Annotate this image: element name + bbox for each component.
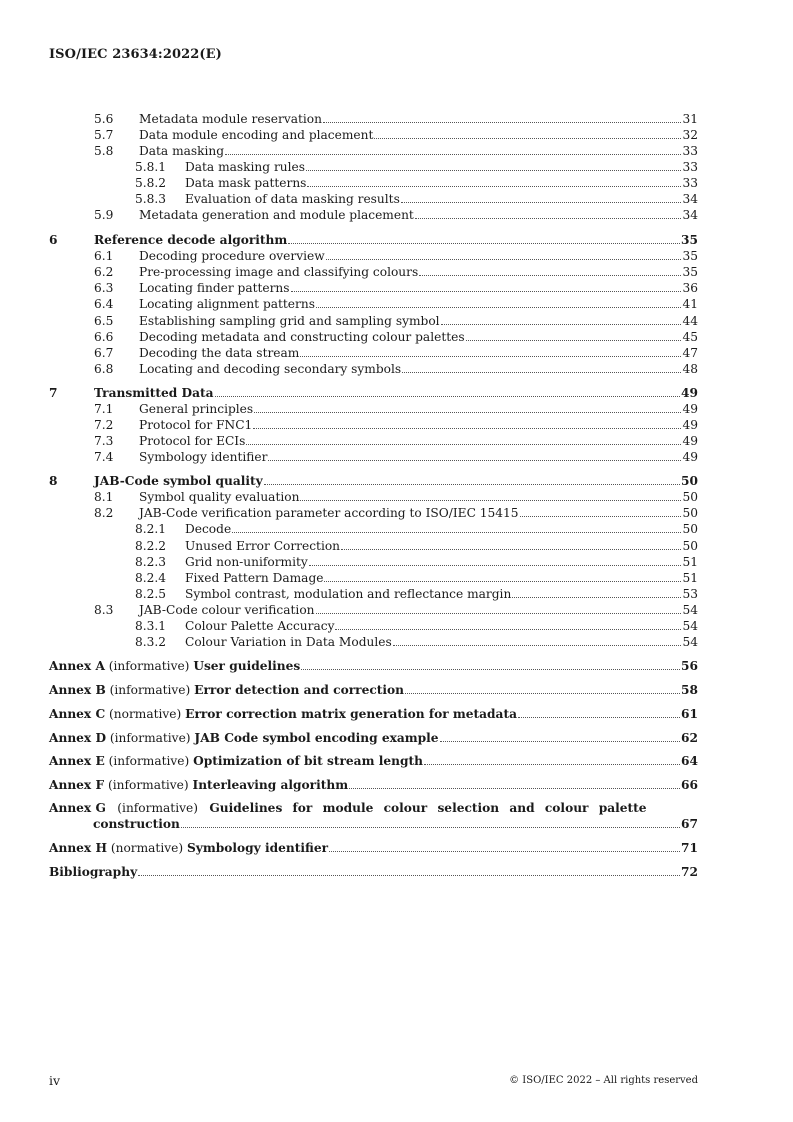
leader-dots <box>323 122 682 123</box>
toc-entry-number: 5.8.2 <box>135 176 167 190</box>
toc-annex-h[interactable] <box>49 840 698 856</box>
toc-entry-title: Establishing sampling grid and sampling symbol <box>139 314 440 328</box>
leader-dots <box>424 764 680 765</box>
leader-dots <box>316 613 682 614</box>
toc-entry-number: 8.2.1 <box>135 522 167 536</box>
toc-entry-page: 32 <box>682 128 698 142</box>
annex-page: 61 <box>681 707 698 721</box>
toc-section[interactable] <box>49 385 698 401</box>
toc-entry-title: Unused Error Correction <box>185 539 341 553</box>
toc-entry-number: 5.8 <box>94 144 114 158</box>
toc-entry-page: 49 <box>682 450 698 464</box>
toc-entry-title: Evaluation of data masking results <box>185 192 400 206</box>
toc-entry-page: 33 <box>682 160 698 174</box>
toc-entry-title: Data mask patterns <box>185 176 307 190</box>
toc-entry[interactable] <box>135 159 698 175</box>
toc-entry-number: 8.2.5 <box>135 587 167 601</box>
annex-title: JAB Code symbol encoding example <box>194 731 439 745</box>
toc-entry-page: 36 <box>682 281 698 295</box>
toc-entry-title: Locating and decoding secondary symbols <box>139 362 402 376</box>
leader-dots <box>335 629 681 630</box>
toc-entry-page: 44 <box>682 314 698 328</box>
leader-dots <box>512 597 681 598</box>
toc-entry-number: 8.3 <box>94 603 114 617</box>
annex-label: Annex D <box>49 731 107 745</box>
toc-entry[interactable] <box>94 127 698 143</box>
toc-entry-title: Symbol contrast, modulation and reflectance margin <box>185 587 512 601</box>
toc-entry-page: 54 <box>682 619 698 633</box>
annex-label: Annex G <box>49 801 106 815</box>
leader-dots <box>264 484 680 485</box>
toc-section-number: 8 <box>49 474 58 488</box>
leader-dots <box>253 428 681 429</box>
toc-entry-page: 33 <box>682 176 698 190</box>
toc-entry-title: Decoding metadata and constructing colour palettes <box>139 330 465 344</box>
toc-entry[interactable] <box>94 505 698 521</box>
leader-dots <box>518 717 680 718</box>
toc-entry-number: 6.6 <box>94 330 114 344</box>
annex-title-line-2: construction <box>93 817 180 831</box>
annex-page: 56 <box>681 659 698 673</box>
toc-section[interactable] <box>49 473 698 489</box>
toc-entry[interactable] <box>94 417 698 433</box>
toc-entry[interactable] <box>94 329 698 345</box>
toc-entry-page: 53 <box>682 587 698 601</box>
toc-entry[interactable] <box>135 586 698 602</box>
bibliography-page: 72 <box>681 865 698 879</box>
toc-annex-b[interactable] <box>49 682 698 698</box>
toc-entry-page: 49 <box>682 434 698 448</box>
annex-page: 66 <box>681 778 698 792</box>
leader-dots <box>324 581 681 582</box>
toc-entry-title: Colour Variation in Data Modules <box>185 635 392 649</box>
leader-dots <box>374 138 681 139</box>
toc-entry-page: 48 <box>682 362 698 376</box>
toc-entry-number: 8.3.2 <box>135 635 167 649</box>
annex-g-second-line <box>49 816 698 832</box>
leader-dots <box>393 645 682 646</box>
leader-dots <box>316 307 682 308</box>
toc-entry-title: Fixed Pattern Damage <box>185 571 324 585</box>
toc-entry-number: 5.7 <box>94 128 114 142</box>
toc-entry-title: Metadata generation and module placement <box>139 208 414 222</box>
toc-section-number: 7 <box>49 386 58 400</box>
annex-type: (informative) <box>108 754 190 768</box>
toc-entry-title: Data module encoding and placement <box>139 128 374 142</box>
toc-entry[interactable] <box>94 433 698 449</box>
annex-label: Annex F <box>49 778 105 792</box>
toc-entry[interactable] <box>94 602 698 618</box>
toc-section-title: Reference decode algorithm <box>94 233 288 247</box>
toc-entry[interactable] <box>94 345 698 361</box>
toc-entry-title: Colour Palette Accuracy <box>185 619 335 633</box>
leader-dots <box>254 412 681 413</box>
toc-entry-page: 35 <box>682 265 698 279</box>
toc-entry-page: 50 <box>682 539 698 553</box>
leader-dots <box>306 170 681 171</box>
toc-entry[interactable] <box>94 449 698 465</box>
toc-entry-title: Grid non-uniformity <box>185 555 308 569</box>
annex-page: 71 <box>681 841 698 855</box>
annex-title: User guidelines <box>193 659 301 673</box>
toc-entry[interactable] <box>135 538 698 554</box>
annex-page: 62 <box>681 731 698 745</box>
annex-page: 64 <box>681 754 698 768</box>
toc-entry[interactable] <box>135 634 698 650</box>
toc-entry-number: 7.2 <box>94 418 114 432</box>
toc-section-page: 50 <box>681 474 698 488</box>
toc-entry[interactable] <box>135 554 698 570</box>
toc-entry-number: 6.4 <box>94 297 114 311</box>
leader-dots <box>301 669 680 670</box>
leader-dots <box>309 565 682 566</box>
annex-page: 67 <box>681 817 698 831</box>
toc-entry-number: 7.1 <box>94 402 114 416</box>
leader-dots <box>291 291 682 292</box>
toc-annex-c[interactable] <box>49 706 698 722</box>
leader-dots <box>300 500 681 501</box>
annex-type: (informative) <box>117 801 198 815</box>
annex-title-line-1: Guidelines for module colour selection and colour palette <box>209 801 647 815</box>
toc-entry-title: Data masking <box>139 144 225 158</box>
leader-dots <box>419 275 681 276</box>
toc-entry-number: 5.8.1 <box>135 160 167 174</box>
leader-dots <box>402 372 681 373</box>
toc-entry-title: Decoding procedure overview <box>139 249 325 263</box>
toc-entry-page: 34 <box>682 208 698 222</box>
toc-section-page: 35 <box>681 233 698 247</box>
toc-entry-number: 7.3 <box>94 434 114 448</box>
toc-entry[interactable] <box>94 111 698 127</box>
toc-entry-title: General principles <box>139 402 254 416</box>
toc-annex-f[interactable] <box>49 777 698 793</box>
toc-annex-g[interactable] <box>49 800 698 832</box>
toc-entry[interactable] <box>94 361 698 377</box>
annex-title: Error detection and correction <box>194 683 404 697</box>
toc-entry-number: 5.6 <box>94 112 114 126</box>
toc-entry-title: JAB-Code verification parameter according to ISO/IEC 15415 <box>139 506 519 520</box>
toc-entry-number: 6.3 <box>94 281 114 295</box>
leader-dots <box>307 186 681 187</box>
toc-entry-page: 51 <box>682 571 698 585</box>
toc-entry-page: 41 <box>682 297 698 311</box>
toc-entry-page: 50 <box>682 506 698 520</box>
toc-entry[interactable] <box>135 191 698 207</box>
annex-type: (normative) <box>109 707 182 721</box>
leader-dots <box>268 460 681 461</box>
annex-label: Annex A <box>49 659 105 673</box>
annex-title: Optimization of bit stream length <box>193 754 423 768</box>
toc-entry-number: 6.2 <box>94 265 114 279</box>
leader-dots <box>326 259 682 260</box>
annex-label: Annex H <box>49 841 107 855</box>
toc-annex-d[interactable] <box>49 730 698 746</box>
toc-entry[interactable] <box>94 489 698 505</box>
toc-section-number: 6 <box>49 233 58 247</box>
annex-type: (informative) <box>109 683 191 697</box>
toc-entry-page: 33 <box>682 144 698 158</box>
toc-entry-page: 51 <box>682 555 698 569</box>
toc-annex-e[interactable] <box>49 753 698 769</box>
toc-entry-number: 8.2.2 <box>135 539 167 553</box>
leader-dots <box>232 532 681 533</box>
toc-section-title: Transmitted Data <box>94 386 214 400</box>
toc-entry[interactable] <box>135 175 698 191</box>
toc-entry-page: 47 <box>682 346 698 360</box>
toc-entry-page: 54 <box>682 635 698 649</box>
toc-entry-page: 50 <box>682 522 698 536</box>
leader-dots <box>329 851 680 852</box>
toc-entry-page: 31 <box>682 112 698 126</box>
leader-dots <box>349 788 680 789</box>
toc-entry[interactable] <box>135 521 698 537</box>
leader-dots <box>415 218 682 219</box>
annex-type: (informative) <box>107 778 189 792</box>
toc-entry-number: 5.8.3 <box>135 192 167 206</box>
leader-dots <box>466 340 682 341</box>
toc-entry-title: Decoding the data stream <box>139 346 300 360</box>
toc-entry-page: 54 <box>682 603 698 617</box>
leader-dots <box>300 356 681 357</box>
page-number: iv <box>49 1073 61 1088</box>
toc-entry-title: Protocol for ECIs <box>139 434 246 448</box>
toc-entry-page: 49 <box>682 418 698 432</box>
annex-page: 58 <box>681 683 698 697</box>
toc-entry[interactable] <box>135 618 698 634</box>
leader-dots <box>181 827 680 828</box>
toc-entry[interactable] <box>94 143 698 159</box>
toc-entry-title: Protocol for FNC1 <box>139 418 253 432</box>
toc-entry-number: 8.2.4 <box>135 571 167 585</box>
toc-entry-number: 8.2 <box>94 506 114 520</box>
toc-entry-title: Decode <box>185 522 232 536</box>
leader-dots <box>441 324 682 325</box>
toc-entry[interactable] <box>94 207 698 223</box>
document-header: ISO/IEC 23634:2022(E) <box>49 47 222 62</box>
annex-label: Annex B <box>49 683 106 697</box>
toc-section-page: 49 <box>681 386 698 400</box>
toc-entry-number: 8.1 <box>94 490 114 504</box>
bibliography-title: Bibliography <box>49 865 138 879</box>
toc-bibliography[interactable] <box>49 864 698 880</box>
leader-dots <box>401 202 682 203</box>
annex-g-first-line <box>49 800 698 816</box>
annex-title: Symbology identifier <box>186 841 329 855</box>
toc-entry-title: JAB-Code colour verification <box>139 603 315 617</box>
toc-entry-title: Symbology identifier <box>139 450 268 464</box>
toc-annex-a[interactable] <box>49 658 698 674</box>
toc-entry-title: Symbol quality evaluation <box>139 490 300 504</box>
toc-section-title: JAB-Code symbol quality <box>94 474 263 488</box>
annex-type: (normative) <box>110 841 184 855</box>
toc-entry-number: 8.2.3 <box>135 555 167 569</box>
toc-section[interactable] <box>49 232 698 248</box>
toc-entry-page: 45 <box>682 330 698 344</box>
annex-type: (informative) <box>109 731 191 745</box>
toc-entry-page: 50 <box>682 490 698 504</box>
leader-dots <box>520 516 682 517</box>
toc-entry[interactable] <box>94 296 698 312</box>
leader-dots <box>246 444 681 445</box>
leader-dots <box>225 154 681 155</box>
toc-entry-number: 8.3.1 <box>135 619 167 633</box>
toc-entry[interactable] <box>94 401 698 417</box>
toc-entry-number: 7.4 <box>94 450 114 464</box>
toc-entry-title: Locating finder patterns <box>139 281 290 295</box>
toc-entry-page: 35 <box>682 249 698 263</box>
annex-type: (informative) <box>108 659 190 673</box>
toc-entry-number: 6.1 <box>94 249 114 263</box>
toc-entry[interactable] <box>94 280 698 296</box>
annex-title: Interleaving algorithm <box>192 778 349 792</box>
copyright-notice: © ISO/IEC 2022 – All rights reserved <box>509 1075 698 1086</box>
toc-entry-page: 49 <box>682 402 698 416</box>
annex-g-spacer <box>658 800 698 816</box>
toc-entry-page: 34 <box>682 192 698 206</box>
toc-entry[interactable] <box>94 248 698 264</box>
toc-entry-number: 6.7 <box>94 346 114 360</box>
toc-entry-title: Locating alignment patterns <box>139 297 315 311</box>
annex-label: Annex C <box>49 707 106 721</box>
leader-dots <box>215 396 681 397</box>
annex-title: Error correction matrix generation for metadata <box>185 707 517 721</box>
toc-entry-number: 6.8 <box>94 362 114 376</box>
toc-entry[interactable] <box>135 570 698 586</box>
toc-entry-title: Data masking rules <box>185 160 306 174</box>
toc-entry[interactable] <box>94 313 698 329</box>
toc-entry-number: 5.9 <box>94 208 114 222</box>
leader-dots <box>440 741 680 742</box>
leader-dots <box>288 243 680 244</box>
leader-dots <box>405 693 680 694</box>
toc-entry-title: Pre-processing image and classifying colours <box>139 265 419 279</box>
leader-dots <box>138 875 680 876</box>
annex-label: Annex E <box>49 754 105 768</box>
toc-entry[interactable] <box>94 264 698 280</box>
toc-entry-number: 6.5 <box>94 314 114 328</box>
toc-entry-title: Metadata module reservation <box>139 112 322 126</box>
leader-dots <box>341 549 681 550</box>
